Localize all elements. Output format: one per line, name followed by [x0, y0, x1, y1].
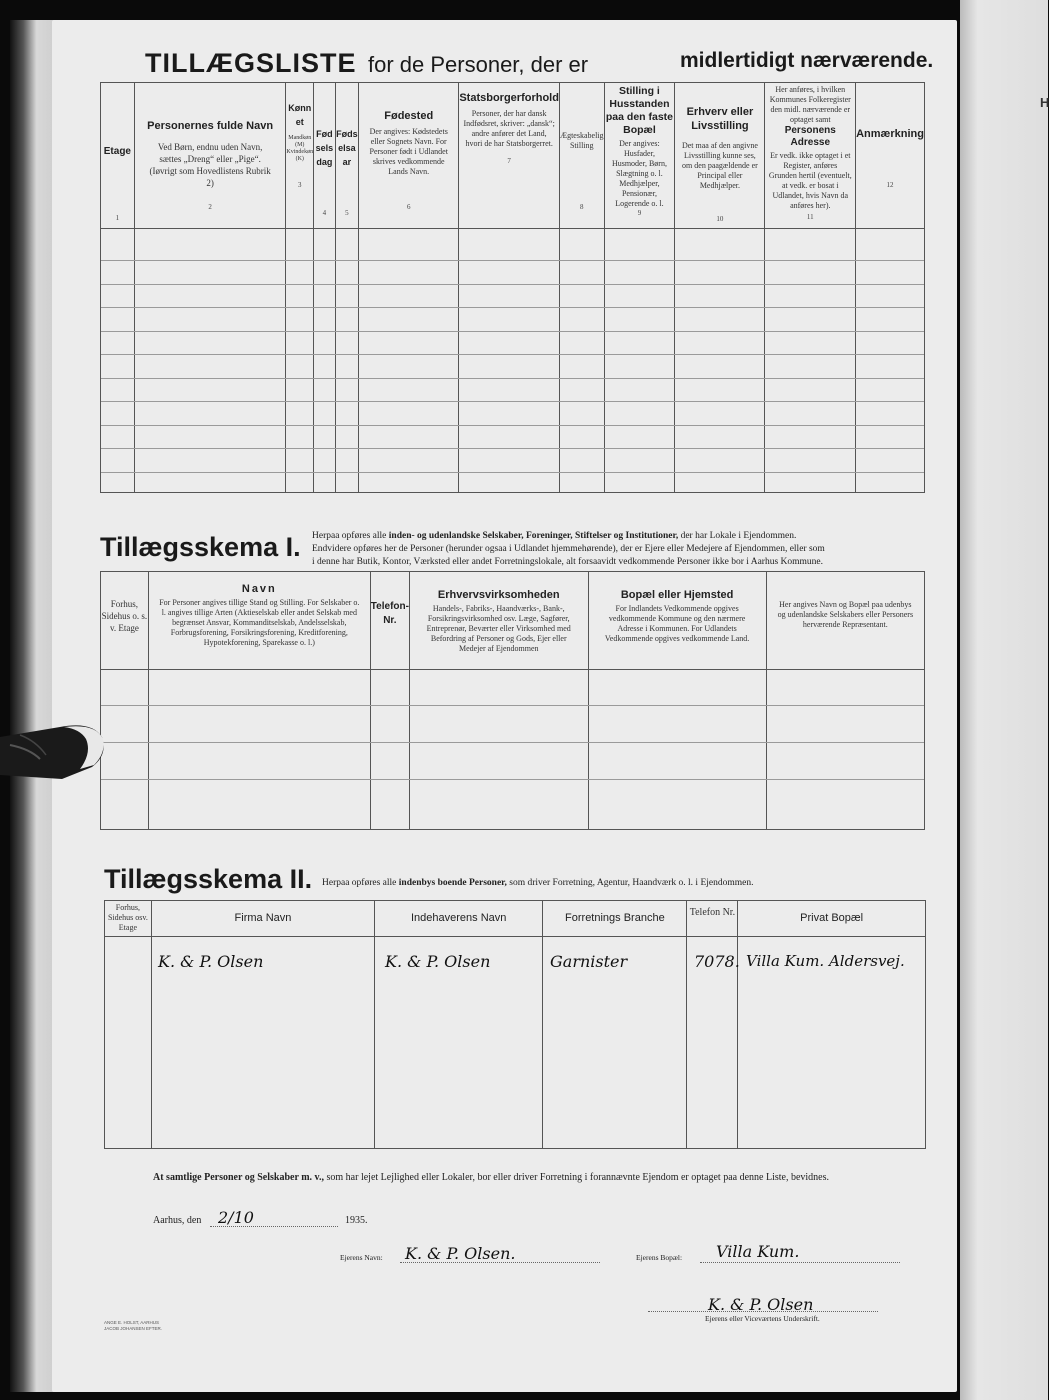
- owner-name-label: Ejerens Navn:: [340, 1253, 383, 1262]
- table-row: [101, 779, 924, 780]
- main-table-body: [101, 229, 925, 493]
- table-row: [101, 284, 924, 285]
- skema1-col-representant: Her angives Navn og Bopæl paa udenbys og udenlandske Selskabers eller Personers herværende Repræsentant.: [766, 572, 924, 670]
- skema2-col-bopael: Privat Bopæl: [738, 901, 926, 937]
- owner-address-label: Ejerens Bopæl:: [636, 1253, 683, 1262]
- skema2-title: Tillægsskema II.: [104, 864, 313, 894]
- adjacent-page: [960, 0, 1048, 1400]
- adjacent-page-mark: H: [1040, 95, 1049, 110]
- table-row: [101, 331, 924, 332]
- skema1-intro: Herpaa opføres alle inden- og udenlandske Selskaber, Foreninger, Stiftelser og Institutioner, der har Lokale i Ejendommen. Endvidere opføres her de Personer (herunder ogsaa i Udlandet hjemmehørende), der er Ejere eller Medejere af Ejendommen, eller som i denne har Butik, Kontor, Værksted eller andet Forretningslokale, alt forsaavidt vedkommende Personer ikke bor i Aarhus Kommune.: [312, 531, 825, 567]
- book-spine: [10, 20, 54, 1392]
- col-remarks-header: Anmærkning 12: [856, 83, 925, 229]
- skema2-table: [104, 900, 926, 1149]
- entry-bopael: Villa Kum. Aldersvej.: [746, 952, 905, 970]
- year-label: 1935.: [345, 1215, 368, 1226]
- page-subtitle-bold: midlertidigt nærværende.: [680, 49, 934, 72]
- thumb-image: [0, 715, 108, 785]
- table-row: [101, 425, 924, 426]
- table-row: [101, 260, 924, 261]
- skema1-table: [100, 571, 925, 830]
- skema2-col-telefon: Telefon Nr.: [687, 901, 738, 937]
- skema1-col-bopael: Bopæl eller Hjemsted For Indlandets Vedkommende opgives vedkommende Kommune og den nærmere Adresse i Kommunen. For Udlandets Vedkommende opgives vedkommende Land.: [588, 572, 766, 670]
- skema2-col-firma: Firma Navn: [151, 901, 374, 937]
- col-name-header: Personernes fulde Navn Ved Børn, endnu uden Navn, sættes „Dreng“ eller „Pige“. (Iøvrigt som Hovedlistens Rubrik 2) 2: [134, 83, 286, 229]
- table-row: [101, 378, 924, 379]
- page-subtitle: for de Personer, der er: [368, 52, 589, 77]
- entry-branche: Garnister: [550, 952, 628, 971]
- owner-address-line: [700, 1262, 900, 1263]
- entry-firma: K. & P. Olsen: [158, 952, 264, 971]
- printer-imprint: ANGE E. HOLST, AARHUS JACOB JOHANSEN EFTER.: [104, 1320, 163, 1331]
- col-etage-header: Etage 1: [101, 83, 135, 229]
- table-row: [101, 448, 924, 449]
- skema1-col-navn: Navn For Personer angives tillige Stand og Stilling. For Selskaber o. l. angives tillige Arten (Aktieselskab eller andet Selskab med begrænset Ansvar, Kommanditselskab, Andelsselskab, Forbrugsforening, Forsikringsforening, Kreditforening, Hypotekforening, Sparekasse o. l.): [148, 572, 370, 670]
- owner-address-handwritten: Villa Kum.: [716, 1242, 800, 1261]
- entry-indehaver: K. & P. Olsen: [385, 952, 491, 971]
- entry-telefon: 7078.: [694, 952, 740, 971]
- skema1-col-telefon: Telefon-Nr.: [370, 572, 409, 670]
- signature-line: [648, 1311, 878, 1312]
- col-household-header: Stilling i Husstanden paa den faste Bopæl Der angives: Husfader, Husmoder, Børn, Slægtning o. l. Medhjælper, Pensionær, Logerende o. l. 9: [604, 83, 675, 229]
- col-citizenship-header: Statsborgerforhold Personer, der har dansk Indfødsret, skriver: „dansk“; andre anfører det Land, hvori de har Statsborgerret. 7: [459, 83, 560, 229]
- main-table: [100, 82, 925, 493]
- date-handwritten: 2/10: [218, 1208, 254, 1227]
- owner-name-line: [400, 1262, 600, 1263]
- skema2-col-branche: Forretnings Branche: [543, 901, 687, 937]
- col-marital-header: Ægteskabelig Stilling 8: [559, 83, 604, 229]
- skema1-col-erhverv: Erhvervsvirksomheden Handels-, Fabriks-, Haandværks-, Bank-, Forsikringsvirksomhed osv. Læge, Sagfører, Entreprenør, Beværter eller Virksomhed med Befordring af Personer og Gods, Ejer eller Medejer af Ejendommen: [409, 572, 588, 670]
- table-row: [101, 401, 924, 402]
- skema2-intro: Herpaa opføres alle indenbys boende Personer, som driver Forretning, Agentur, Haandværk o. l. i Ejendommen.: [322, 878, 754, 888]
- skema1-title: Tillægsskema I.: [100, 532, 301, 562]
- table-row: [101, 742, 924, 743]
- place-label: Aarhus, den: [153, 1215, 202, 1226]
- col-birthyear-header: Fødselsaar 5: [335, 83, 358, 229]
- certification-text: At samtlige Personer og Selskaber m. v., som har lejet Lejlighed eller Lokaler, bor eller driver Forretning i forannævnte Ejendom er optaget paa denne Liste, bevidnes.: [153, 1172, 829, 1183]
- col-occupation-header: Erhverv eller Livsstilling Det maa af den angivne Livsstilling kunne ses, om den paagældende er Principal eller Medhjælper. 10: [675, 83, 765, 229]
- page-title: TILLÆGSLISTE: [145, 48, 357, 78]
- col-address-header: Her anføres, i hvilken Kommunes Folkeregister den midl. nærværende er optaget samt Personens Adresse Er vedk. ikke optaget i et Register, anføres Grunden hertil (eventuelt, at vedk. er bosat i Udlandet, hvis Navn da anføres her). 11: [765, 83, 856, 229]
- skema2-col-etage: Forhus, Sidehus osv. Etage: [105, 901, 152, 937]
- table-row: [101, 472, 924, 473]
- col-gender-header: Kønnet Mandkøn (M) Kvindekøn (K) 3: [286, 83, 314, 229]
- skema2-col-indehaver: Indehaverens Navn: [375, 901, 543, 937]
- table-row: [101, 307, 924, 308]
- owner-name-handwritten: K. & P. Olsen.: [405, 1244, 516, 1263]
- col-birthday-header: Fødselsdag 4: [314, 83, 336, 229]
- table-row: [101, 354, 924, 355]
- date-line: [210, 1226, 338, 1227]
- signature-label: Ejerens eller Viceværtens Underskrift.: [705, 1314, 820, 1323]
- skema1-body: [101, 670, 925, 830]
- signature-handwritten: K. & P. Olsen: [708, 1295, 814, 1314]
- table-row: [101, 705, 924, 706]
- skema1-col-etage: Forhus, Sidehus o. s. v. Etage: [101, 572, 149, 670]
- col-birthplace-header: Fødested Der angives: Kødstedets eller Sognets Navn. For Personer født i Udlandet skrives vedkommende Lands Navn. 6: [359, 83, 459, 229]
